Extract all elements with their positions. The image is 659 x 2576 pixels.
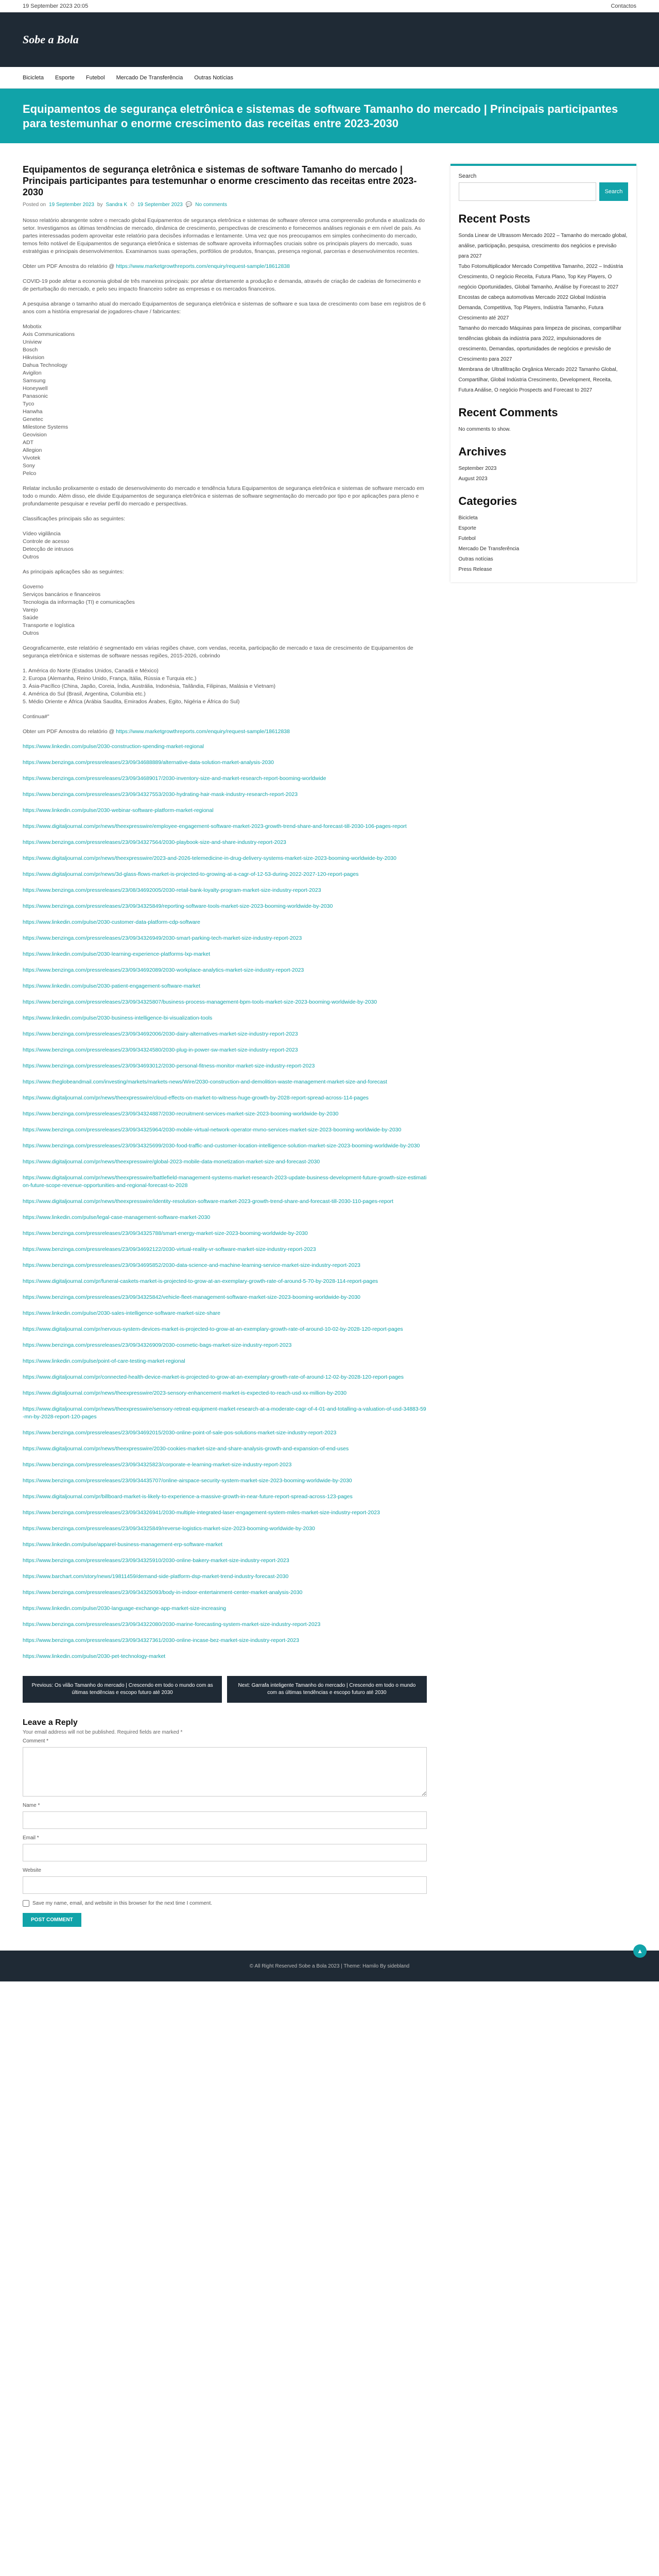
related-link[interactable]: https://www.benzinga.com/pressreleases/23/09/34327553/2030-hydrating-hair-mask-industry-research-report-2023: [23, 791, 298, 798]
related-link[interactable]: https://www.benzinga.com/pressreleases/23/09/34695852/2030-data-science-and-machine-learning-service-market-size-industry-report-2023: [23, 1262, 360, 1268]
related-link[interactable]: https://www.benzinga.com/pressreleases/23/09/34692089/2030-workplace-analytics-market-size-industry-report-2023: [23, 967, 304, 973]
nav-item-bicicleta[interactable]: Bicicleta: [23, 74, 44, 81]
geo-paragraph: Geograficamente, este relatório é segmentado em várias regiões chave, com vendas, receita, participação de mercado e taxa de crescimento de Equipamentos de segurança eletrônica e sistemas de software nessas regiões, 2015-2026, cobrindo: [23, 645, 413, 659]
main-nav: [0, 67, 659, 89]
region-item: 5. Médio Oriente e África (Arábia Saudita, Emirados Árabes, Egito, Nigéria e África do Sul): [23, 699, 240, 705]
category-link[interactable]: Futebol: [458, 536, 476, 541]
application-item: Saúde: [23, 615, 39, 621]
related-link[interactable]: https://www.barchart.com/story/news/19811459/demand-side-platform-dsp-market-trend-industry-forecast-2030: [23, 1573, 289, 1580]
no-comments-text: No comments to show.: [458, 427, 511, 432]
covid-paragraph: COVID-19 pode afetar a economia global de três maneiras principais: por afetar diretamente a produção e demanda, através de criação de cadeias de fornecimento e de perturbação do mercado, e pelo seu impacto financeiro sobre as empresas e os mercados financeiros.: [23, 278, 421, 292]
player-item: Genetec: [23, 416, 43, 422]
category-link[interactable]: Press Release: [458, 567, 492, 572]
categories-title: Categories: [458, 495, 517, 507]
player-item: Avigilon: [23, 370, 42, 376]
reply-form: [23, 1718, 427, 1927]
related-link[interactable]: https://www.benzinga.com/pressreleases/23/09/34325849/reporting-software-tools-market-size-2023-booming-worldwide-by-2030: [23, 903, 333, 909]
related-link[interactable]: https://www.linkedin.com/pulse/point-of-care-testing-market-regional: [23, 1358, 185, 1364]
sample-link-2[interactable]: https://www.marketgrowthreports.com/enquiry/request-sample/18612838: [116, 728, 290, 735]
sample-label-2: Obter um PDF Amostra do relatório @: [23, 728, 115, 735]
player-item: Sony: [23, 463, 35, 469]
application-item: Transporte e logística: [23, 622, 75, 629]
previous-post-link[interactable]: Previous: Os vilão Tamanho do mercado | Crescendo em todo o mundo com as últimas tendências e escopo futuro até 2030: [23, 1676, 222, 1703]
region-item: 4. América do Sul (Brasil, Argentina, Columbia etc.): [23, 691, 146, 697]
related-link[interactable]: https://www.benzinga.com/pressreleases/23/09/34325910/2030-online-bakery-market-size-industry-report-2023: [23, 1557, 289, 1564]
save-info-checkbox[interactable]: [23, 1900, 29, 1907]
application-item: Tecnologia da informação (TI) e comunicações: [23, 599, 135, 605]
links-list: [23, 743, 427, 1660]
related-link[interactable]: https://www.digitaljournal.com/pr/news/theexpresswire/employee-engagement-software-market-2023-growth-trend-share-and-forecast-till-2030-106-pages-report: [23, 823, 407, 829]
recent-posts-list: [459, 231, 629, 396]
save-info-label: Save my name, email, and website in this browser for the next time I comment.: [32, 1901, 213, 1906]
related-link[interactable]: https://www.digitaljournal.com/pr/connected-health-device-market-is-projected-to-grow-at-an-exemplary-growth-rate-of-around-12-02-by-2028-120-report-pages: [23, 1374, 404, 1380]
recent-post-link[interactable]: Membrana de Ultrafiltração Orgânica Mercado 2022 Tamanho Global, Compartilhar, Global Indústria Crescimento, Development, Receita, Futura Análise, O negócio Prospects and Forecast to 2027: [458, 367, 618, 393]
recent-comments-title: Recent Comments: [458, 406, 558, 419]
archives-list: [459, 464, 629, 484]
related-link[interactable]: https://www.benzinga.com/pressreleases/23/09/34324887/2030-recruitment-services-market-size-2023-booming-worldwide-by-2030: [23, 1111, 339, 1117]
recent-post-link[interactable]: Tubo Fotomultiplicador Mercado Competitiva Tamanho, 2022 – Indústria Crescimento, O negócio Receita, Futura Plano, Top Key Players, O negócio Oportunidades, Global Tamanho, Análise by Forecast to 2027: [458, 264, 623, 290]
site-logo[interactable]: Sobe a Bola: [23, 33, 79, 46]
player-item: Milestone Systems: [23, 424, 68, 430]
topbar-date: 19 September 2023 20:05: [23, 3, 89, 9]
email-label: Email *: [23, 1835, 39, 1841]
related-link[interactable]: https://www.benzinga.com/pressreleases/23/09/34326909/2030-cosmetic-bags-market-size-industry-report-2023: [23, 1342, 292, 1348]
sample-paragraph-2: [23, 728, 427, 736]
region-item: 3. Ásia-Pacífico (China, Japão, Coreia, Índia, Austrália, Indonésia, Tailândia, Filipinas, Malásia e Vietnam): [23, 683, 276, 689]
title-banner: [0, 89, 659, 143]
sample-label-1: Obter um PDF Amostra do relatório @: [23, 263, 115, 269]
scroll-top-icon[interactable]: ▲: [633, 1944, 647, 1958]
archive-link[interactable]: September 2023: [458, 466, 497, 471]
player-item: Allegion: [23, 447, 42, 453]
related-link[interactable]: https://www.benzinga.com/pressreleases/23/09/34688889/alternative-data-solution-market-analysis-2030: [23, 759, 274, 766]
related-link[interactable]: https://www.benzinga.com/pressreleases/23/08/34692005/2030-retail-bank-loyalty-program-market-size-industry-report-2023: [23, 887, 321, 893]
related-link[interactable]: https://www.benzinga.com/pressreleases/23/09/34692006/2030-dairy-alternatives-market-size-industry-report-2023: [23, 1031, 298, 1037]
apps-label: As principais aplicações são as seguintes:: [23, 569, 124, 575]
related-link[interactable]: https://www.digitaljournal.com/pr/news/theexpresswire/2023-and-2026-telemedicine-in-drug-delivery-systems-market-size-2023-booming-worldwide-by-2030: [23, 855, 396, 861]
recent-post-link[interactable]: Tamanho do mercado Máquinas para limpeza de piscinas, compartilhar tendências globais da indústria para 2022, impulsionadores de crescimento, Demandas, oportunidades de negócios e previsão de Crescimento para 2027: [458, 326, 621, 362]
player-item: Dahua Technology: [23, 362, 67, 368]
related-link[interactable]: https://www.benzinga.com/pressreleases/23/09/34325699/2030-food-traffic-and-customer-location-intelligence-solution-market-size-2023-booming-worldwide-by-2030: [23, 1143, 420, 1149]
related-link[interactable]: https://www.linkedin.com/pulse/2030-business-intelligence-bi-visualization-tools: [23, 1015, 213, 1021]
meta-date[interactable]: 19 September 2023: [49, 202, 94, 208]
sample-link-1[interactable]: https://www.marketgrowthreports.com/enquiry/request-sample/18612838: [116, 263, 290, 269]
related-link[interactable]: https://www.digitaljournal.com/pr/news/3d-glass-flows-market-is-projected-to-growing-at-a-cagr-of-12-53-during-2022-2027-120-report-pages: [23, 871, 359, 877]
top-bar: [0, 0, 659, 12]
search-input[interactable]: [459, 182, 597, 201]
contact-link[interactable]: Contactos: [611, 3, 636, 9]
site-footer: [0, 1947, 659, 1981]
site-header: [0, 12, 659, 67]
related-link[interactable]: https://www.linkedin.com/pulse/2030-language-exchange-app-market-size-increasing: [23, 1605, 227, 1612]
player-item: Mobotix: [23, 324, 42, 330]
search-label: Search: [458, 173, 477, 179]
recent-posts-title: Recent Posts: [458, 212, 530, 225]
email-field[interactable]: [23, 1844, 427, 1861]
player-item: Honeywell: [23, 385, 48, 392]
related-link[interactable]: https://www.benzinga.com/pressreleases/23/09/34325849/reverse-logistics-market-size-2023-booming-worldwide-by-2030: [23, 1526, 315, 1532]
search-box: [459, 182, 629, 201]
player-item: Uniview: [23, 339, 42, 345]
comment-icon: 💬: [185, 202, 193, 208]
continue-text: Continua#": [23, 714, 49, 720]
player-item: Pelco: [23, 470, 37, 477]
categories-list: [459, 513, 629, 575]
player-item: Bosch: [23, 347, 38, 353]
regions-list: [23, 667, 427, 706]
category-link[interactable]: Esporte: [458, 526, 476, 531]
types-label: Classificações principais são as seguintes:: [23, 516, 126, 522]
related-link[interactable]: https://www.benzinga.com/pressreleases/23/09/34325807/business-process-management-bpm-tools-market-size-2023-booming-worldwide-by-2030: [23, 999, 377, 1005]
nav-item-transferencia[interactable]: Mercado De Transferência: [116, 74, 183, 81]
related-link[interactable]: https://www.linkedin.com/pulse/2030-pet-technology-market: [23, 1653, 166, 1659]
related-link[interactable]: https://www.benzinga.com/pressreleases/23/09/34435707/online-airspace-security-system-market-size-2023-booming-worldwide-by-2030: [23, 1478, 352, 1484]
recent-post-link[interactable]: Sonda Linear de Ultrassom Mercado 2022 – Tamanho do mercado global, análise, participação, pesquisa, crescimento dos negócios e previsão para 2027: [458, 233, 628, 259]
related-link[interactable]: https://www.linkedin.com/pulse/2030-customer-data-platform-cdp-software: [23, 919, 200, 925]
sample-paragraph-1: [23, 263, 427, 270]
meta-posted-on: Posted on: [23, 202, 46, 208]
category-link[interactable]: Outras notícias: [458, 556, 493, 562]
archive-link[interactable]: August 2023: [458, 476, 488, 482]
related-link[interactable]: https://www.benzinga.com/pressreleases/23/09/34326949/2030-smart-parking-tech-market-size-industry-report-2023: [23, 935, 302, 941]
related-link[interactable]: https://www.digitaljournal.com/pr/news/theexpresswire/identity-resolution-software-market-2023-growth-trend-share-and-forecast-till-2030-110-pages-report: [23, 1198, 393, 1205]
nav-item-outras[interactable]: Outras Notícias: [194, 74, 234, 81]
post-meta: [23, 202, 427, 208]
related-link[interactable]: https://www.benzinga.com/pressreleases/23/09/34325093/body-in-indoor-entertainment-center-market-analysis-2030: [23, 1589, 303, 1596]
main-content: [23, 164, 427, 1927]
meta-author[interactable]: Sandra K: [106, 202, 128, 208]
save-info-row: [23, 1900, 427, 1907]
related-link[interactable]: https://www.benzinga.com/pressreleases/23/09/34325842/vehicle-fleet-management-software-market-size-2023-booming-worldwide-by-2030: [23, 1294, 360, 1300]
player-item: Samsung: [23, 378, 46, 384]
related-link[interactable]: https://www.digitaljournal.com/pr/funeral-caskets-market-is-projected-to-grow-at-an-exemplary-growth-rate-of-around-5-70-by-2028-114-report-pages: [23, 1278, 378, 1284]
name-label: Name *: [23, 1803, 40, 1808]
website-field[interactable]: [23, 1876, 427, 1894]
related-link[interactable]: https://www.benzinga.com/pressreleases/23/09/34327564/2030-playbook-size-and-share-industry-report-2023: [23, 839, 286, 845]
player-item: Hikvision: [23, 354, 45, 361]
post-comment-button[interactable]: POST COMMENT: [23, 1913, 81, 1927]
related-link[interactable]: https://www.digitaljournal.com/pr/news/theexpresswire/cloud-effects-on-market-to-witness-huge-growth-by-2028-report-spread-across-114-pages: [23, 1095, 369, 1101]
region-item: 1. América do Norte (Estados Unidos, Canadá e México): [23, 668, 159, 674]
related-link[interactable]: https://www.digitaljournal.com/pr/news/theexpresswire/sensory-retreat-equipment-market-research-at-a-moderate-cagr-of-4-01-and-totalling-a-valuation-of-usd-34883-59-mn-by-2028-report-120-pages: [23, 1406, 426, 1420]
application-item: Governo: [23, 584, 44, 590]
related-link[interactable]: https://www.benzinga.com/pressreleases/23/09/34325823/corporate-e-learning-market-size-industry-report-2023: [23, 1462, 292, 1468]
recent-post-link[interactable]: Encostas de cabeça automotivas Mercado 2022 Global Indústria Demanda, Competitiva, Top Players, Indústria Tamanho, Futura Crescimento até 2027: [458, 295, 606, 321]
related-link[interactable]: https://www.theglobeandmail.com/investing/markets/markets-news/Wire/2030-construction-and-demolition-waste-management-market-size-and-forecast: [23, 1079, 387, 1085]
player-item: ADT: [23, 439, 33, 446]
intro-paragraph: Nosso relatório abrangente sobre o mercado global Equipamentos de segurança eletrônica e sistemas de software oferece uma compreensão profunda e atualizada do setor. Investigamos as últimas tendências de mercado, dinâmica de crescimento, perspectivas de crescimento e fornecemos análises regionais e em nível de país. As partes interessadas podem aproveitar este relatório para decisões informadas e lentamente. Uma vez que nos preocupamos em simples conhecimento do mercado, temos feito notável de Equipamentos de segurança eletrônica e sistemas de software aproveita informações cruciais sobre os principais players do mercado, suas estratégias e principais desenvolvimentos. Examinamos suas operações, portfólios de produtos, finanças, presença regional, parcerias e desenvolvimentos recentes.: [23, 217, 425, 255]
website-label: Website: [23, 1868, 41, 1873]
related-link[interactable]: https://www.linkedin.com/pulse/legal-case-management-software-market-2030: [23, 1214, 211, 1221]
name-field[interactable]: [23, 1811, 427, 1829]
application-item: Outros: [23, 630, 39, 636]
reply-note: Your email address will not be published. Required fields are marked *: [23, 1730, 183, 1735]
meta-comments[interactable]: No comments: [195, 202, 227, 208]
apps-list: [23, 583, 427, 637]
application-item: Varejo: [23, 607, 38, 613]
player-item: Panasonic: [23, 393, 48, 399]
meta-by: by: [97, 202, 103, 208]
type-item: Outros: [23, 554, 39, 560]
related-link[interactable]: https://www.linkedin.com/pulse/2030-patient-engagement-software-market: [23, 983, 200, 989]
related-link[interactable]: https://www.digitaljournal.com/pr/news/theexpresswire/global-2023-mobile-data-monetization-market-size-and-forecast-2030: [23, 1159, 320, 1165]
related-link[interactable]: https://www.benzinga.com/pressreleases/23/09/34325788/smart-energy-market-size-2023-booming-worldwide-by-2030: [23, 1230, 308, 1236]
comment-field[interactable]: [23, 1747, 427, 1797]
related-link[interactable]: https://www.benzinga.com/pressreleases/23/09/34693012/2030-personal-fitness-monitor-market-size-industry-report-2023: [23, 1063, 315, 1069]
related-link[interactable]: https://www.digitaljournal.com/pr/news/theexpresswire/battlefield-management-systems-market-research-2023-update-business-development-future-growth-size-estimation-future-scope-revenue-opportunities-and-regional-forecast-to-2028: [23, 1175, 427, 1189]
related-link[interactable]: https://www.benzinga.com/pressreleases/23/09/34692015/2030-online-point-of-sale-pos-solutions-market-size-industry-report-2023: [23, 1430, 337, 1436]
related-link[interactable]: https://www.digitaljournal.com/pr/nervous-system-devices-market-is-projected-to-grow-at-an-exemplary-growth-rate-of-around-10-02-by-2028-120-report-pages: [23, 1326, 403, 1332]
related-link[interactable]: https://www.benzinga.com/pressreleases/23/09/34689017/2030-inventory-size-and-market-research-report-booming-worldwide: [23, 775, 326, 782]
player-item: Axis Communications: [23, 331, 75, 337]
players-list: [23, 323, 427, 478]
related-link[interactable]: https://www.linkedin.com/pulse/2030-construction-spending-market-regional: [23, 743, 204, 750]
player-item: Geovision: [23, 432, 47, 438]
banner-title: Equipamentos de segurança eletrônica e sistemas de software Tamanho do mercado | Principais participantes para testemunhar o enorme crescimento das receitas entre 2023-2030: [23, 103, 618, 130]
nav-item-futebol[interactable]: Futebol: [85, 74, 105, 81]
related-link[interactable]: https://www.digitaljournal.com/pr/news/theexpresswire/2023-sensory-enhancement-market-is-expected-to-reach-usd-xx-million-by-2030: [23, 1390, 347, 1396]
related-link[interactable]: https://www.benzinga.com/pressreleases/23/09/34692122/2030-virtual-reality-vr-software-market-size-industry-report-2023: [23, 1246, 316, 1252]
player-item: Vivotek: [23, 455, 41, 461]
next-post-link[interactable]: Next: Garrafa inteligente Tamanho do mercado | Crescendo em todo o mundo com as últimas tendências e escopo futuro até 2030: [227, 1676, 426, 1703]
category-link[interactable]: Mercado De Transferência: [458, 546, 519, 552]
post-navigation: [23, 1676, 427, 1703]
archives-title: Archives: [458, 445, 507, 458]
type-item: Detecção de intrusos: [23, 546, 74, 552]
related-link[interactable]: https://www.benzinga.com/pressreleases/23/09/34327361/2030-online-incase-bez-market-size-industry-report-2023: [23, 1637, 299, 1643]
post-title: Equipamentos de segurança eletrônica e sistemas de software Tamanho do mercado | Principais participantes para testemunhar o enorme crescimento das receitas entre 2023-2030: [23, 164, 417, 197]
related-link[interactable]: https://www.linkedin.com/pulse/2030-learning-experience-platforms-lxp-market: [23, 951, 211, 957]
comment-label: Comment *: [23, 1738, 49, 1744]
type-item: Controle de acesso: [23, 538, 70, 545]
nav-item-esporte[interactable]: Esporte: [55, 74, 75, 81]
related-link[interactable]: https://www.linkedin.com/pulse/apparel-business-management-erp-software-market: [23, 1541, 223, 1548]
reply-title: Leave a Reply: [23, 1718, 78, 1727]
player-item: Hanwha: [23, 409, 43, 415]
research-paragraph: A pesquisa abrange o tamanho atual do mercado Equipamentos de segurança eletrônica e sistemas de software e sua taxa de crescimento com base em registros de 6 anos com a história empresarial de jogadores-chave / fabricantes:: [23, 301, 426, 315]
types-list: [23, 530, 427, 561]
abstract-paragraph: Relatar inclusão prolixamente o estado de desenvolvimento do mercado e tendência futura Equipamentos de segurança eletrônica e sistemas de software mercado em todo o mundo. Além disso, ele divide Equipamentos de segurança eletrônica e sistemas de software segmentação do mercado por tipo e por aplicações para pleno e profundamente pesquisar e revelar perfil do mercado e perspectivas.: [23, 485, 424, 507]
sidebar: [450, 164, 637, 582]
related-link[interactable]: https://www.linkedin.com/pulse/2030-webinar-software-platform-market-regional: [23, 807, 214, 814]
type-item: Vídeo vigilância: [23, 531, 61, 537]
application-item: Serviços bancários e financeiros: [23, 591, 101, 598]
region-item: 2. Europa (Alemanha, Reino Unido, França, Itália, Rússia e Turquia etc.): [23, 675, 197, 682]
related-link[interactable]: https://www.benzinga.com/pressreleases/23/09/34326941/2030-multiple-integrated-laser-engagement-system-miles-market-size-industry-report-2023: [23, 1510, 380, 1516]
related-link[interactable]: https://www.digitaljournal.com/pr/billboard-market-is-likely-to-experience-a-massive-growth-in-near-future-report-spread-across-123-pages: [23, 1494, 353, 1500]
related-link[interactable]: https://www.linkedin.com/pulse/2030-sales-intelligence-software-market-size-share: [23, 1310, 220, 1316]
clock-icon: ⏱: [130, 202, 134, 208]
search-button[interactable]: Search: [599, 182, 628, 201]
related-link[interactable]: https://www.benzinga.com/pressreleases/23/09/34325964/2030-mobile-virtual-network-operator-mvno-services-market-size-2023-booming-worldwide-by-2030: [23, 1127, 402, 1133]
category-link[interactable]: Bicicleta: [458, 515, 478, 521]
related-link[interactable]: https://www.benzinga.com/pressreleases/23/09/34322080/2030-marine-forecasting-system-market-size-industry-report-2023: [23, 1621, 321, 1628]
related-link[interactable]: https://www.digitaljournal.com/pr/news/theexpresswire/2030-cookies-market-size-and-share-analysis-growth-and-expansion-of-end-uses: [23, 1446, 349, 1452]
footer-text: © All Right Reserved Sobe a Bola 2023 | Theme: Hamilo By sidebland: [249, 1963, 410, 1969]
related-link[interactable]: https://www.benzinga.com/pressreleases/23/09/34324580/2030-plug-in-power-sw-market-size-industry-report-2023: [23, 1047, 298, 1053]
meta-updated[interactable]: 19 September 2023: [137, 202, 183, 208]
player-item: Tyco: [23, 401, 34, 407]
